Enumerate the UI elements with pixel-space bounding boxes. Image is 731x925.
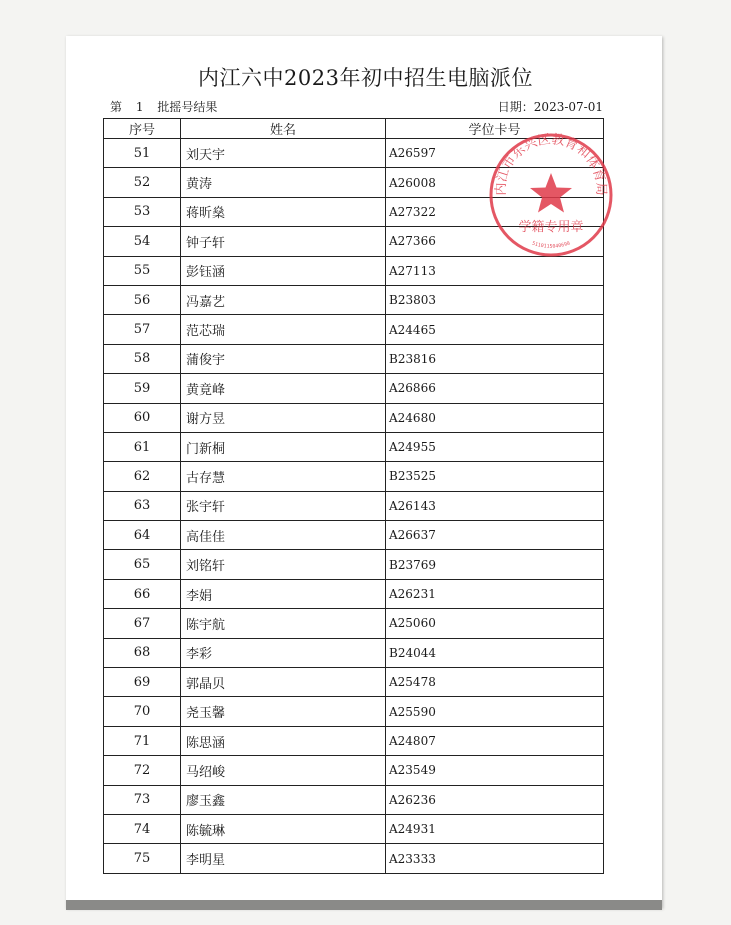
batch-number: 1 [135,100,144,114]
table-row [104,403,604,432]
row-name: 蒲俊宇 [181,344,386,373]
row-card-code: A26866 [386,374,604,403]
row-card-code: A24465 [386,315,604,344]
table-row [104,374,604,403]
row-name: 廖玉鑫 [181,785,386,814]
row-name: 陈宇航 [181,609,386,638]
document-meta [110,98,603,115]
table-row [104,227,604,256]
row-card-code: A26231 [386,579,604,608]
table-row [104,844,604,873]
table-row [104,550,604,579]
table-row [104,668,604,697]
row-card-code: A23333 [386,844,604,873]
row-name: 黄竟峰 [181,374,386,403]
table-row [104,491,604,520]
row-seq: 68 [104,638,181,667]
row-card-code: A26236 [386,785,604,814]
row-seq: 64 [104,521,181,550]
row-seq: 56 [104,285,181,314]
row-card-code: A26008 [386,168,604,197]
row-seq: 66 [104,579,181,608]
seal-inner-text: 学籍专用章 [518,220,584,235]
document-title: 内江六中2023年初中招生电脑派位 [198,66,533,90]
table-row [104,638,604,667]
row-card-code: B23803 [386,285,604,314]
row-seq: 73 [104,785,181,814]
row-card-code: A25060 [386,609,604,638]
row-name: 陈毓琳 [181,814,386,843]
row-card-code: A27366 [386,227,604,256]
row-card-code: A23549 [386,756,604,785]
row-name: 刘铭轩 [181,550,386,579]
table-row [104,344,604,373]
row-seq: 71 [104,726,181,755]
table-row [104,462,604,491]
table-row [104,432,604,461]
table-row [104,197,604,226]
seal-outer-text: 内江市东兴区教育和体育局 [493,132,609,196]
row-card-code: A24807 [386,726,604,755]
row-name: 陈思涵 [181,726,386,755]
row-seq: 72 [104,756,181,785]
row-seq: 58 [104,344,181,373]
row-name: 黄涛 [181,168,386,197]
table-row [104,785,604,814]
row-name: 尧玉馨 [181,697,386,726]
row-seq: 52 [104,168,181,197]
row-name: 李明星 [181,844,386,873]
row-card-code: A26597 [386,139,604,168]
table-row [104,609,604,638]
table-row [104,168,604,197]
row-card-code: A24680 [386,403,604,432]
table-row [104,521,604,550]
row-card-code: B23769 [386,550,604,579]
table-row [104,139,604,168]
row-name: 李娟 [181,579,386,608]
batch-suffix: 批摇号结果 [157,100,218,114]
row-seq: 75 [104,844,181,873]
row-name: 高佳佳 [181,521,386,550]
header-name: 姓名 [181,119,386,139]
row-seq: 57 [104,315,181,344]
row-card-code: B24044 [386,638,604,667]
row-name: 彭钰涵 [181,256,386,285]
result-table [103,118,604,874]
row-seq: 59 [104,374,181,403]
table-row [104,814,604,843]
table-row [104,697,604,726]
table-row [104,756,604,785]
row-name: 钟子轩 [181,227,386,256]
row-seq: 74 [104,814,181,843]
row-seq: 54 [104,227,181,256]
row-name: 李彩 [181,638,386,667]
seal-serial: 5110115040690 [531,240,571,250]
row-card-code: B23816 [386,344,604,373]
row-seq: 55 [104,256,181,285]
header-card: 学位卡号 [386,119,604,139]
row-card-code: B23525 [386,462,604,491]
row-seq: 61 [104,432,181,461]
table-header-row [104,119,604,139]
paper-shadow-edge [66,900,662,910]
row-seq: 70 [104,697,181,726]
row-seq: 63 [104,491,181,520]
row-card-code: A24955 [386,432,604,461]
row-name: 张宇轩 [181,491,386,520]
row-seq: 67 [104,609,181,638]
row-name: 冯嘉艺 [181,285,386,314]
table-row [104,256,604,285]
batch-info [110,98,227,115]
row-seq: 69 [104,668,181,697]
date-label: 日期：2023-07-01 [497,100,603,114]
row-name: 谢方昱 [181,403,386,432]
row-card-code: A24931 [386,814,604,843]
row-card-code: A26637 [386,521,604,550]
row-seq: 62 [104,462,181,491]
row-seq: 53 [104,197,181,226]
row-seq: 65 [104,550,181,579]
row-card-code: A27322 [386,197,604,226]
table-row [104,315,604,344]
header-seq: 序号 [104,119,181,139]
row-name: 门新桐 [181,432,386,461]
row-name: 古存慧 [181,462,386,491]
row-card-code: A25590 [386,697,604,726]
row-name: 郭晶贝 [181,668,386,697]
row-card-code: A26143 [386,491,604,520]
row-seq: 51 [104,139,181,168]
row-seq: 60 [104,403,181,432]
row-name: 马绍峻 [181,756,386,785]
row-card-code: A27113 [386,256,604,285]
batch-prefix: 第 [110,100,123,114]
table-row [104,579,604,608]
row-name: 范芯瑞 [181,315,386,344]
table-row [104,726,604,755]
table-row [104,285,604,314]
row-name: 蒋昕燊 [181,197,386,226]
row-name: 刘天宇 [181,139,386,168]
row-card-code: A25478 [386,668,604,697]
